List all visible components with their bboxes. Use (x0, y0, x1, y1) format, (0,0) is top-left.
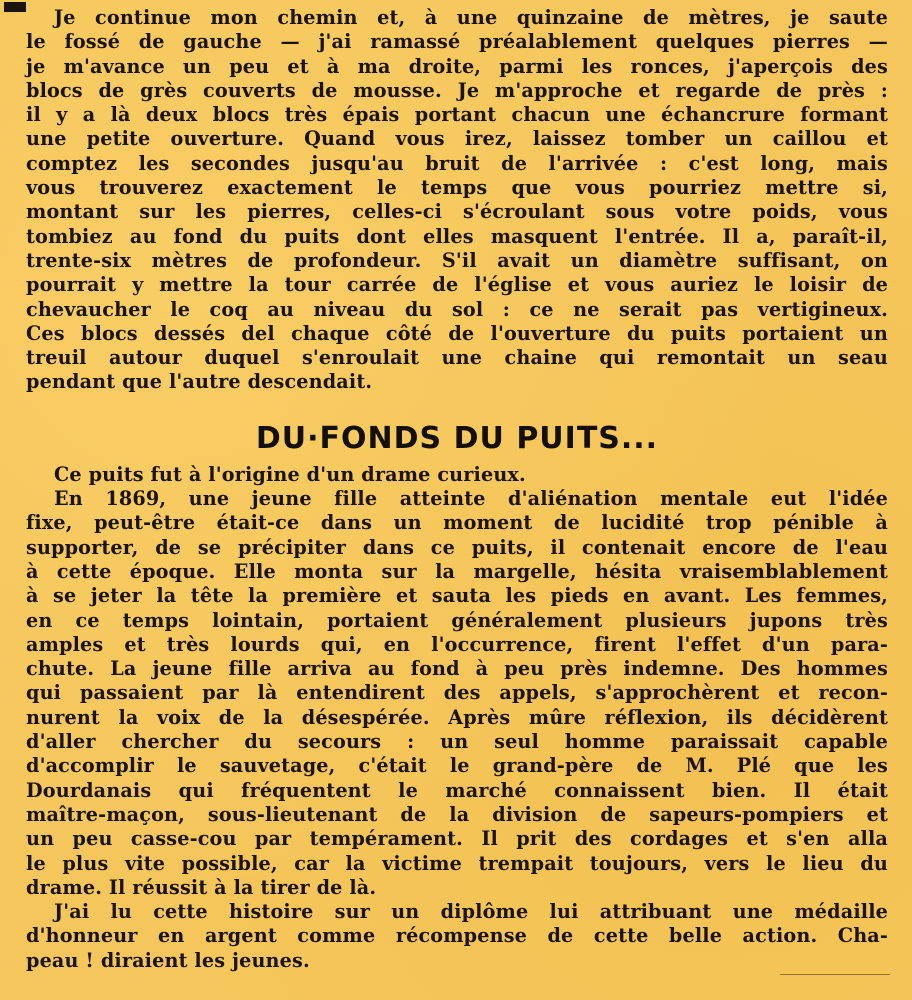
article-column (26, 6, 888, 973)
text-line: peau ! diraient les jeunes. (26, 948, 310, 972)
text-line: chute. La jeune fille arriva au fond à peu près indemne. Des hommes (26, 657, 888, 681)
text-line: maître-maçon, sous-lieutenant de la division de sapeurs-pompiers et (26, 802, 888, 826)
text-line: J'ai lu cette histoire sur un diplôme lui attribuant une médaille (54, 900, 888, 924)
text-line: En 1869, une jeune fille atteinte d'aliénation mentale eut l'idée (54, 487, 888, 511)
text-line: en ce temps lointain, portaient généralement plusieurs jupons très (26, 608, 888, 632)
text-line: d'accomplir le sauvetage, c'était le grand-père de M. Plé que les (26, 754, 888, 778)
text-line: vous trouverez exactement le temps que vous pourriez mettre si, (26, 176, 888, 200)
text-line: pendant que l'autre descendait. (26, 370, 373, 394)
text-line: je m'avance un peu et à ma droite, parmi les ronces, j'aperçois des (26, 54, 888, 78)
section-heading: DU·FONDS DU PUITS... (255, 420, 659, 456)
text-line: montant sur les pierres, celles-ci s'écroulant sous votre poids, vous (26, 200, 888, 224)
text-line: qui passaient par là entendirent des appels, s'approchèrent et recon- (26, 681, 888, 705)
paragraph-4 (26, 487, 888, 900)
text-line: une petite ouverture. Quand vous irez, laissez tomber un caillou et (26, 127, 888, 151)
text-line: tombiez au fond du puits dont elles masquent l'entrée. Il a, paraît-il, (26, 224, 888, 248)
text-line: le plus vite possible, car la victime trempait toujours, vers le lieu du (26, 851, 888, 875)
text-line: il y a là deux blocs très épais portant chacun une échancrure formant (26, 103, 888, 127)
text-line: blocs de grès couverts de mousse. Je m'approche et regarde de près : (26, 78, 888, 102)
text-line: le fossé de gauche — j'ai ramassé préalablement quelques pierres — (26, 30, 888, 54)
text-line: drame. Il réussit à la tirer de là. (26, 875, 377, 899)
text-line: Ce puits fut à l'origine d'un drame curieux. (54, 462, 526, 486)
text-line: Je continue mon chemin et, à une quinzaine de mètres, je saute (54, 6, 888, 29)
paragraph-2 (26, 322, 888, 395)
text-line: trente-six mètres de profondeur. S'il avait un diamètre suffisant, on (26, 248, 888, 272)
text-line: pourrait y mettre la tour carrée de l'église et vous auriez le loisir de (26, 273, 888, 297)
text-line: nurent la voix de la désespérée. Après mûre réflexion, ils décidèrent (26, 705, 888, 729)
text-line: supporter, de se précipiter dans ce puits, il contenait encore de l'eau (26, 535, 888, 559)
text-line: un peu casse-cou par tempérament. Il prit des cordages et s'en alla (26, 827, 888, 851)
text-line: d'honneur en argent comme récompense de cette belle action. Cha- (26, 924, 888, 948)
paragraph-1 (26, 6, 888, 322)
bottom-rule (780, 974, 890, 975)
ink-mark (4, 2, 26, 12)
text-line: à se jeter la tête la première et sauta les pieds en avant. Les femmes, (26, 584, 888, 608)
text-line: treuil autour duquel s'enroulait une chaine qui remontait un seau (26, 346, 888, 370)
text-line: comptez les secondes jusqu'au bruit de l'arrivée : c'est long, mais (26, 151, 888, 175)
text-line: Dourdanais qui fréquentent le marché connaissent bien. Il était (26, 778, 888, 802)
text-line: fixe, peut-être était-ce dans un moment de lucidité trop pénible à (26, 511, 888, 535)
text-line: d'aller chercher du secours : un seul homme paraissait capable (26, 730, 888, 754)
text-line: amples et très lourds qui, en l'occurrence, firent l'effet d'un para- (26, 632, 888, 656)
text-line: à cette époque. Elle monta sur la margelle, hésita vraisemblablement (26, 559, 888, 583)
text-line: Ces blocs dessés del chaque côté de l'ouverture du puits portaient un (26, 321, 888, 345)
text-line: chevaucher le coq au niveau du sol : ce ne serait pas vertigineux. (26, 297, 888, 321)
paragraph-3 (26, 463, 888, 487)
paragraph-5 (26, 900, 888, 973)
